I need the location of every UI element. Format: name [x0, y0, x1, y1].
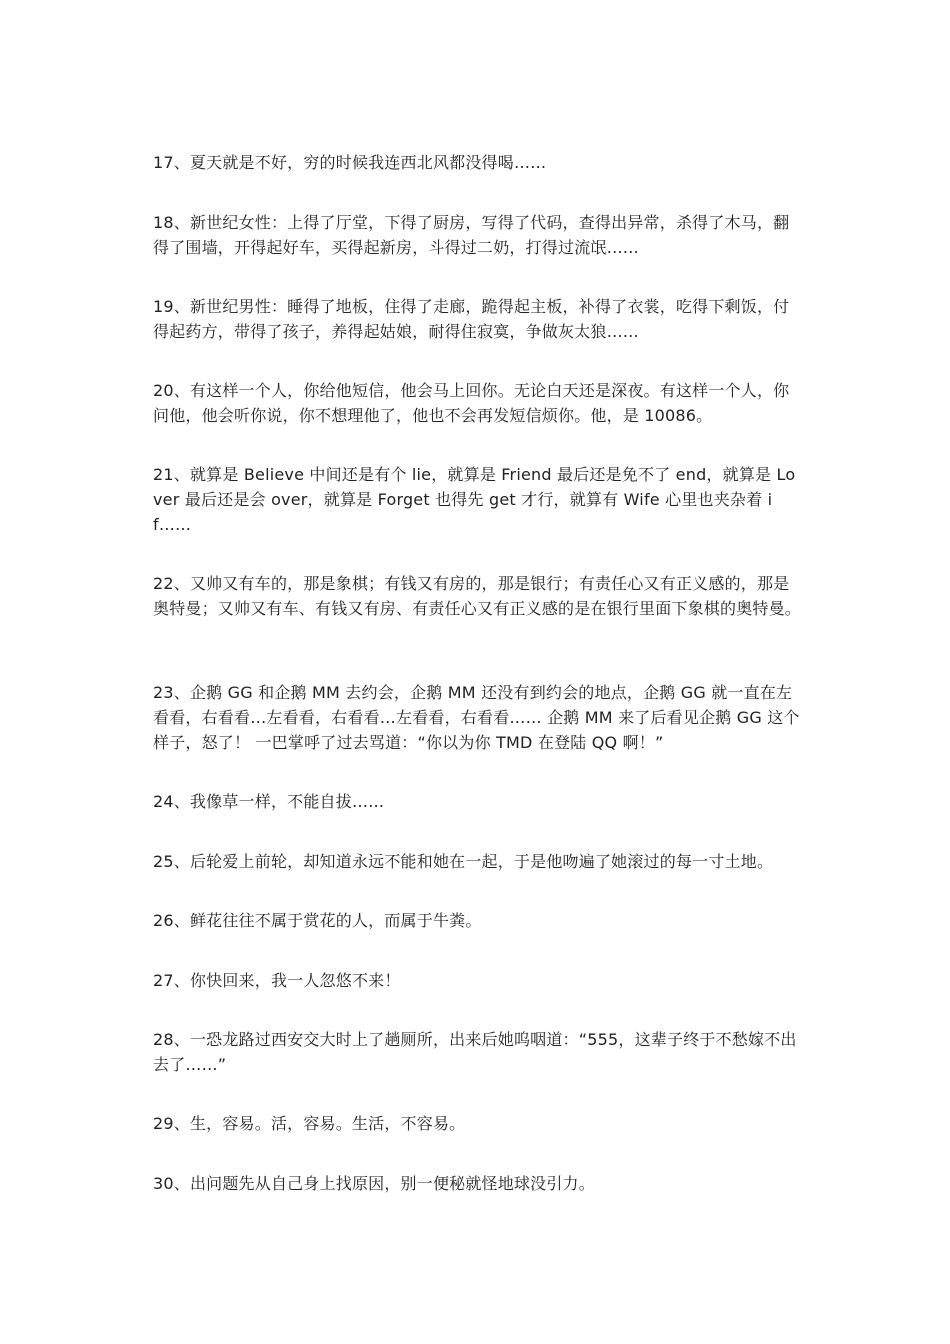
paragraph-28: 28、一恐龙路过西安交大时上了趟厕所，出来后她呜咽道：“555，这辈子终于不愁嫁不出去了……”	[153, 1030, 797, 1074]
paragraph-17: 17、夏天就是不好，穷的时候我连西北风都没得喝……	[153, 153, 547, 172]
paragraph-23: 23、企鹅 GG 和企鹅 MM 去约会，企鹅 MM 还没有到约会的地点，企鹅 GG 就一直在左看看，右看看…左看看，右看看…左看看，右看看…… 企鹅 MM 来了后看见企鹅 GG 这个样子，怒了！ 一巴掌呼了过去骂道：“你以为你 TMD 在登陆 QQ 啊！”	[153, 683, 800, 752]
paragraph-27: 27、你快回来，我一人忽悠不来！	[153, 971, 401, 990]
paragraph-22: 22、又帅又有车的，那是象棋；有钱又有房的，那是银行；有责任心又有正义感的，那是奥特曼；又帅又有车、有钱又有房、有责任心又有正义感的是在银行里面下象棋的奥特曼。	[153, 574, 802, 618]
paragraph-18: 18、新世纪女性：上得了厅堂，下得了厨房，写得了代码，查得出异常，杀得了木马，翻得了围墙，开得起好车，买得起新房，斗得过二奶，打得过流氓……	[153, 213, 790, 257]
paragraph-26: 26、鲜花往往不属于赏花的人，而属于牛粪。	[153, 911, 482, 930]
paragraph-29: 29、生，容易。活，容易。生活，不容易。	[153, 1114, 466, 1133]
paragraph-25: 25、后轮爱上前轮，却知道永远不能和她在一起，于是他吻遍了她滚过的每一寸土地。	[153, 852, 774, 871]
paragraph-19: 19、新世纪男性：睡得了地板，住得了走廊，跪得起主板，补得了衣裳，吃得下剩饭，付得起药方，带得了孩子，养得起姑娘，耐得住寂寞，争做灰太狼……	[153, 297, 790, 341]
paragraph-21: 21、就算是 Believe 中间还是有个 lie，就算是 Friend 最后还是免不了 end，就算是 Lover 最后还是会 over，就算是 Forget 也得先 get 才行，就算有 Wife 心里也夹杂着 if……	[153, 465, 796, 534]
paragraph-30: 30、出问题先从自己身上找原因，别一便秘就怪地球没引力。	[153, 1174, 595, 1193]
paragraph-20: 20、有这样一个人，你给他短信，他会马上回你。无论白天还是深夜。有这样一个人，你问他，他会听你说，你不想理他了，他也不会再发短信烦你。他，是 10086。	[153, 381, 790, 425]
paragraph-24: 24、我像草一样，不能自拔……	[153, 792, 385, 811]
